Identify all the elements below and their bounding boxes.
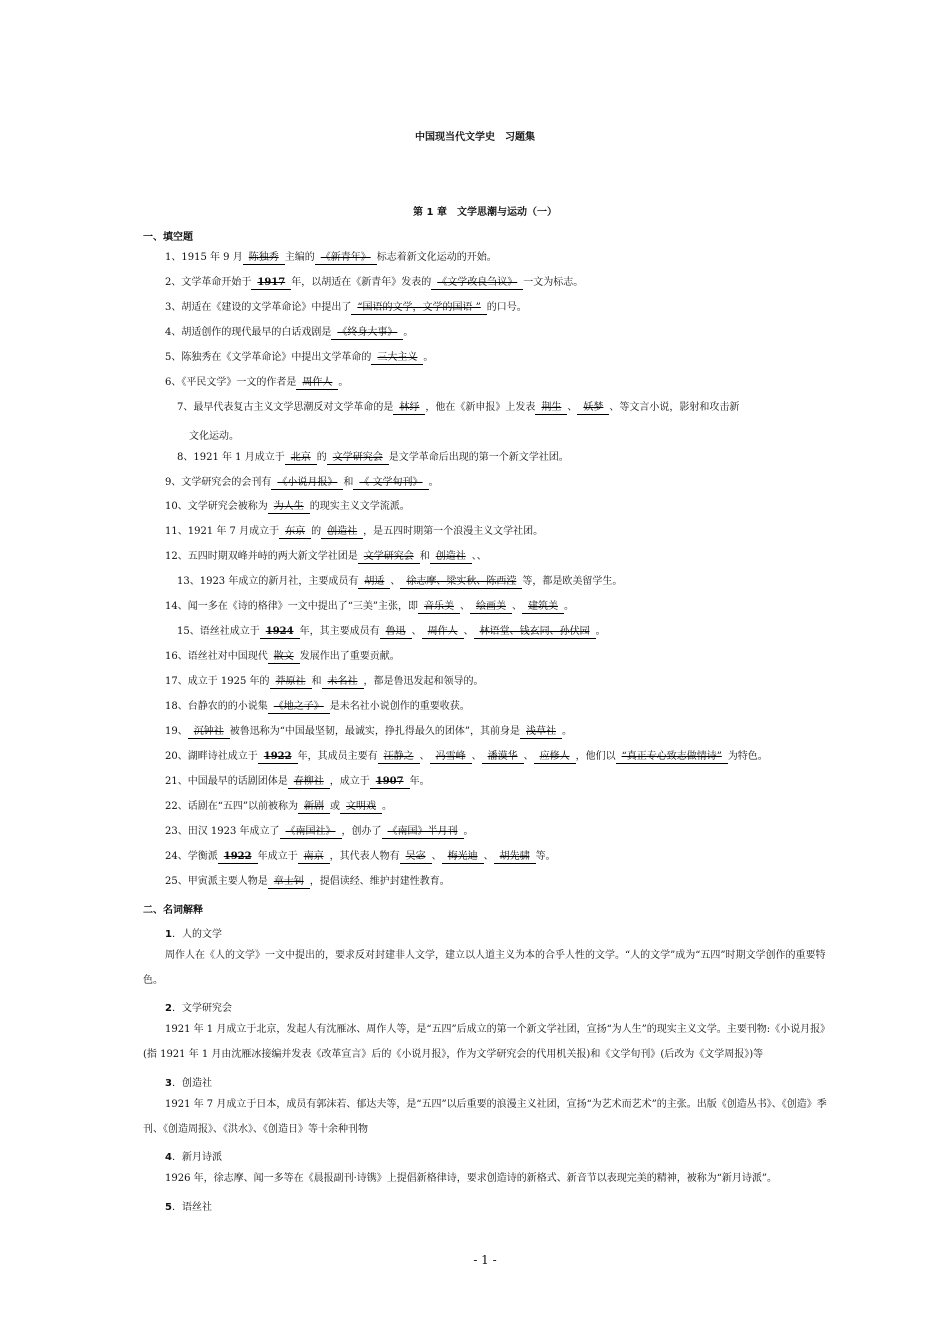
question-12: 12、五四时期双峰并峙的两大新文学社团是 文学研究会 和 创造社 、、 [165,551,487,562]
question-6: 6、《平民文学》一文的作者是 周作人 。 [165,377,349,388]
section-term-explanation: 二、名词解释 [143,905,203,916]
question-16: 16、语丝社对中国现代 散文 发展作出了重要贡献。 [165,651,400,662]
question-14: 14、闻一多在《诗的格律》一文中提出了“三美”主张，即 音乐美 、 绘画美 、 建筑美 。 [165,601,574,612]
chapter-heading: 第 1 章 文学思潮与运动（一） [413,207,557,218]
question-18: 18、台静农的的小说集 《地之子》 是未名社小说创作的重要收获。 [165,701,470,712]
term-1-explanation: 周作人在《人的文学》一文中提出的，要求反对封建非人文学，建立以人道主义为本的合乎人性的文学。“人的文学”成为“五四”时期文学创作的重要特色。 [143,950,826,986]
question-24: 24、学衡派 1922 年成立于 南京 ，其代表人物有 吴宓 、 梅光迪 、 胡先骕 等。 [165,851,556,862]
question-17: 17、成立于 1925 年的 莽原社 和 未名社 ，都是鲁迅发起和领导的。 [165,676,484,687]
section-fill-blank: 一、填空题 [143,232,193,243]
document-title: 中国现当代文学史 习题集 [415,132,535,143]
question-22: 22、话剧在“五四”以前被称为 新剧 或 文明戏 。 [165,801,392,812]
question-23: 23、田汉 1923 年成立了 《南国社》 ，创办了 《南国》半月刊 。 [165,826,474,837]
question-20: 20、湖畔诗社成立于 1922 年，其成员主要有 汪静之 、 冯雪峰 、 潘漠华 、 应修人 ，他们以 “真正专心致志做情诗” 为特色。 [165,751,768,762]
question-5: 5、陈独秀在《文学革命论》中提出文学革命的 三大主义 。 [165,352,434,363]
term-3-explanation: 1921 年 7 月成立于日本，成员有郭沫若、郁达夫等，是“五四”以后重要的浪漫主义社团，宣扬“为艺术而艺术”的主张。出版《创造丛书》、《创造》季刊、《创造周报》、《洪水》、《创造日》等十余种刊物 [143,1099,827,1135]
question-7: 7、最早代表复古主义文学思潮反对文学革命的是 林纾 ，他在《新申报》上发表 荆生 、 妖梦 、等文言小说，影射和攻击新 [177,402,740,413]
question-11: 11、1921 年 7 月成立于 东京 的 创造社 ，是五四时期第一个浪漫主义文学社团。 [165,526,544,537]
question-2: 2、文学革命开始于 1917 年，以胡适在《新青年》发表的 《文学改良刍议》 一文为标志。 [165,277,584,288]
term-3-heading: 3．创造社 [165,1078,212,1089]
term-4-explanation: 1926 年，徐志摩、闻一多等在《晨报副刊·诗镌》上提倡新格律诗，要求创造诗的新格式、新音节以表现完美的精神，被称为“新月诗派”。 [165,1173,778,1184]
question-4: 4、胡适创作的现代最早的白话戏剧是 《终身大事》 。 [165,327,414,338]
question-10: 10、文学研究会被称为 为人生 的现实主义文学流派。 [165,501,410,512]
question-9: 9、文学研究会的会刊有 《小说月报》 和 《 文学旬刊》 。 [165,477,439,488]
question-19: 19、 沉钟社 被鲁迅称为“中国最坚韧，最诚实，挣扎得最久的团体”，其前身是 浅草社 。 [165,726,572,737]
term-2-explanation: 1921 年 1 月成立于北京，发起人有沈雁冰、周作人等，是“五四”后成立的第一个新文学社团，宣扬“为人生”的现实主义文学。主要刊物:《小说月报》(指 1921 年 1 月由沈雁冰接编并发表《改革宣言》后的《小说月报》，作为文学研究会的代用机关报)和《文学旬刊》(后改为《文学周报》)等 [143,1024,831,1060]
question-25: 25、甲寅派主要人物是 章士钊 ，提倡读经、维护封建性教育。 [165,876,450,887]
term-1-heading: 1．人的文学 [165,929,222,940]
term-4-heading: 4．新月诗派 [165,1152,222,1163]
term-2-heading: 2．文学研究会 [165,1003,232,1014]
question-3: 3、胡适在《建设的文学革命论》中提出了 “国语的文学，文学的国语 ” 的口号。 [165,302,527,313]
question-21: 21、中国最早的话剧团体是 春柳社 ，成立于 1907 年。 [165,776,430,787]
page-number: - 1 - [473,1253,497,1267]
question-15: 15、语丝社成立于 1924 年，其主要成员有 鲁迅 、 周作人 、 林语堂、钱玄同、孙伏园 。 [177,626,606,637]
term-5-heading: 5．语丝社 [165,1202,212,1213]
question-8: 8、1921 年 1 月成立于 北京 的 文学研究会 是文学革命后出现的第一个新文学社团。 [177,452,569,463]
question-13: 13、1923 年成立的新月社，主要成员有 胡适 、 徐志摩、梁实秋、陈西滢 等，都是欧美留学生。 [177,576,623,587]
question-7-continuation: 文化运动。 [189,431,239,442]
question-1: 1、1915 年 9 月 陈独秀 主编的 《新青年》 标志着新文化运动的开始。 [165,252,497,263]
